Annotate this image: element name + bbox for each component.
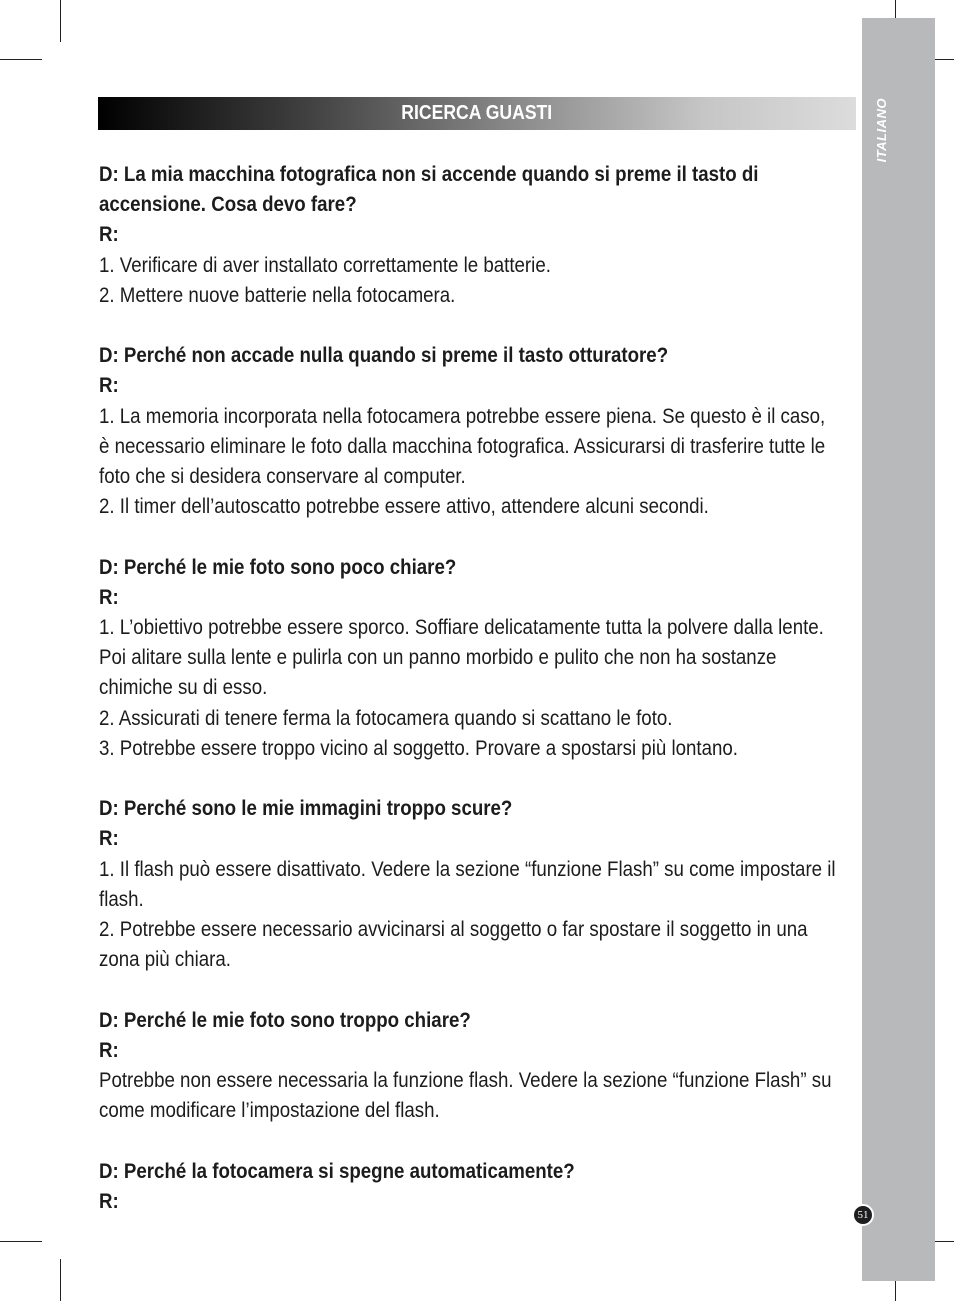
- faq-answer-item: 2. Assicurati di tenere ferma la fotocamera quando si scattano le foto.: [99, 706, 673, 730]
- faq-answer-item: 1. La memoria incorporata nella fotocamera potrebbe essere piena. Se questo è il caso, è necessario eliminare le foto dalla macchina fotografica. Assicurarsi di trasferire tutte le foto che si desidera conservare al computer.: [99, 404, 831, 489]
- faq-answer-item: 1. Il flash può essere disattivato. Vedere la sezione “funzione Flash” su come impostare il flash.: [99, 857, 841, 911]
- section-gap: [99, 311, 839, 341]
- faq-answer-label: R:: [99, 827, 119, 851]
- section-header: [98, 97, 856, 130]
- faq-answer-label: R:: [99, 1189, 119, 1213]
- faq-answer-label: R:: [99, 1038, 119, 1062]
- section-gap: [99, 1126, 839, 1156]
- faq-answer-label: R:: [99, 585, 119, 609]
- page-number: 51: [852, 1204, 874, 1226]
- faq-answer-item: Potrebbe non essere necessaria la funzione flash. Vedere la sezione “funzione Flash” su come modificare l’impostazione del flash.: [99, 1069, 837, 1123]
- faq-answer-item: 3. Potrebbe essere troppo vicino al soggetto. Provare a spostarsi più lontano.: [99, 736, 738, 760]
- faq-answer-label: R:: [99, 374, 119, 398]
- section-gap: [99, 975, 839, 1005]
- faq-question: D: Perché la fotocamera si spegne automaticamente?: [99, 1159, 575, 1183]
- faq-question: D: Perché le mie foto sono poco chiare?: [99, 555, 457, 579]
- section-title: RICERCA GUASTI: [401, 102, 553, 124]
- section-gap: [99, 522, 839, 552]
- language-side-tab: [862, 18, 935, 1281]
- faq-answer-item: 2. Potrebbe essere necessario avvicinarsi al soggetto o far spostare il soggetto in una zona più chiara.: [99, 918, 813, 972]
- faq-question: D: Perché sono le mie immagini troppo scure?: [99, 797, 513, 821]
- faq-answer-item: 1. L’obiettivo potrebbe essere sporco. Soffiare delicatamente tutta la polvere dalla lente. Poi alitare sulla lente e pulirla con un panno morbido e pulito che non ha sostanze chimiche su di esso.: [99, 616, 830, 700]
- faq-answer-label: R:: [99, 223, 119, 247]
- faq-list: [99, 160, 839, 1217]
- section-gap: [99, 764, 839, 794]
- faq-question: D: Perché non accade nulla quando si preme il tasto otturatore?: [99, 344, 669, 368]
- faq-content: [99, 160, 839, 1217]
- faq-answer-item: 2. Mettere nuove batterie nella fotocamera.: [99, 283, 456, 307]
- crop-mark: [60, 1259, 61, 1301]
- faq-question: D: Perché le mie foto sono troppo chiare?: [99, 1008, 471, 1032]
- faq-answer-item: 2. Il timer dell’autoscatto potrebbe essere attivo, attendere alcuni secondi.: [99, 495, 709, 519]
- faq-question: D: La mia macchina fotografica non si accende quando si preme il tasto di accensione. Cosa devo fare?: [99, 163, 764, 217]
- crop-mark: [0, 1241, 42, 1242]
- crop-mark: [0, 59, 42, 60]
- faq-answer-item: 1. Verificare di aver installato correttamente le batterie.: [99, 253, 551, 277]
- language-label: ITALIANO: [874, 98, 889, 163]
- crop-mark: [60, 0, 61, 42]
